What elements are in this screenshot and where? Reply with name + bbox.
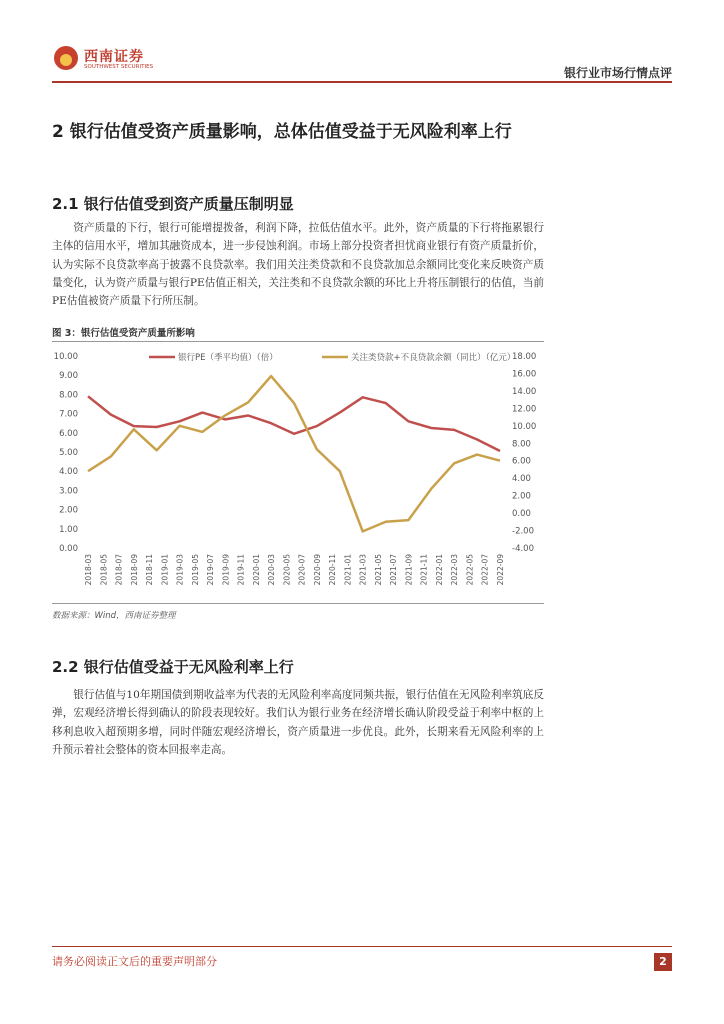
left-axis-tick-label: 8.00 [59,390,78,401]
right-axis-tick-label: -2.00 [512,526,534,537]
left-axis-tick-label: 1.00 [59,524,78,535]
right-axis-tick-label: 16.00 [512,369,537,380]
section-2-2-paragraph: 银行估值与10年期国债到期收益率为代表的无风险利率高度同频共振，银行估值在无风险利率筑底反弹，宏观经济增长得到确认的阶段表现较好。我们认为银行业务在经济增长确认阶段受益于利率中枢的上移利息收入超预期多增，同时伴随宏观经济增长，资产质量进一步优良。此外，长期来看无风险利率的上升预示着社会整体的资本回报率走高。 [52,689,544,756]
x-axis-tick-label: 2020-11 [328,554,338,586]
x-axis-tick-label: 2021-03 [358,554,368,586]
series-line-asset-quality [88,376,500,531]
x-axis-tick-label: 2018-11 [145,554,155,586]
legend-label-asset-quality: 关注类贷款+不良贷款余额（同比）（亿元） [351,353,516,363]
right-axis-tick-label: 0.00 [512,509,531,520]
logo-emblem-icon [54,46,78,70]
figure-source: 数据来源：Wind，西南证券整理 [52,611,176,621]
left-axis-tick-label: 7.00 [59,409,78,420]
left-axis-tick-label: 0.00 [59,544,78,554]
left-axis-tick-label: 3.00 [59,486,78,497]
x-axis-tick-label: 2018-09 [129,554,139,586]
x-axis-tick-label: 2018-07 [114,554,124,586]
x-axis-tick-label: 2022-07 [480,554,490,586]
x-axis-tick-label: 2018-05 [99,554,109,586]
left-axis-tick-label: 6.00 [59,428,78,439]
right-axis-tick-label: 8.00 [512,439,531,450]
header-divider [52,81,672,83]
footer-divider [52,946,672,947]
company-logo [54,44,164,74]
right-axis-tick-label: 18.00 [512,352,537,362]
section-2-title: 2 银行估值受资产质量影响，总体估值受益于无风险利率上行 [52,122,512,142]
right-axis-tick-label: 10.00 [512,421,537,432]
right-axis-tick-label: -4.00 [512,544,534,554]
footer-disclaimer-note: 请务必阅读正文后的重要声明部分 [52,955,217,968]
x-axis-tick-label: 2020-01 [251,554,261,586]
x-axis-tick-label: 2020-09 [312,554,322,586]
left-axis-tick-label: 2.00 [59,505,78,516]
x-axis-tick-label: 2019-11 [236,554,246,586]
x-axis-tick-label: 2019-09 [221,554,231,586]
x-axis-tick-label: 2022-09 [496,554,505,586]
figure-3-caption: 图 3：银行估值受资产质量所影响 [52,328,195,339]
x-axis-tick-label: 2018-03 [84,554,93,586]
chart-bank-pe-vs-asset-quality [52,346,544,602]
page-number: 2 [654,953,672,971]
legend-label-bank-pe: 银行PE（季平均值）（倍） [178,353,278,363]
right-axis-tick-label: 2.00 [512,491,531,502]
section-2-1-paragraph: 资产质量的下行，银行可能增提拨备，利润下降，拉低估值水平。此外，资产质量的下行将拖累银行主体的信用水平，增加其融资成本，进一步侵蚀利润。市场上部分投资者担忧商业银行有资产质量折价，认为实际不良贷款率高于披露不良贷款率。我们用关注类贷款和不良贷款加总余额同比变化来反映资产质量变化，认为资产质量与银行PE估值正相关，关注类和不良贷款余额的环比上升将压制银行的估值，当前PE估值被资产质量下行所压制。 [52,222,544,308]
logo-name: 西南证券 [84,49,144,65]
x-axis-tick-label: 2021-11 [419,554,429,586]
x-axis-tick-label: 2020-05 [282,554,292,586]
x-axis-tick-label: 2020-03 [267,554,277,586]
left-axis-tick-label: 5.00 [59,448,78,458]
x-axis-tick-label: 2020-07 [297,554,307,586]
x-axis-tick-label: 2021-05 [373,554,383,586]
x-axis-tick-label: 2021-07 [389,554,399,586]
x-axis-tick-label: 2022-01 [434,554,444,586]
right-axis-tick-label: 4.00 [512,474,531,485]
figure-top-rule [52,341,544,342]
left-axis-tick-label: 4.00 [59,467,78,478]
right-axis-tick-label: 6.00 [512,456,531,467]
right-axis-tick-label: 14.00 [512,386,537,397]
left-axis-tick-label: 10.00 [53,352,78,362]
left-axis-tick-label: 9.00 [59,371,78,382]
x-axis-tick-label: 2019-03 [175,554,185,586]
logo-english-name: SOUTHWEST SECURITIES [84,64,154,70]
x-axis-tick-label: 2019-07 [206,554,216,586]
section-2-2-title: 2.2 银行估值受益于无风险利率上行 [52,658,294,676]
section-2-1-title: 2.1 银行估值受到资产质量压制明显 [52,195,294,213]
x-axis-tick-label: 2019-05 [190,554,200,586]
x-axis-tick-label: 2022-03 [450,554,460,586]
x-axis-tick-label: 2019-01 [160,554,170,586]
report-header-title: 银行业市场行情点评 [563,66,672,80]
x-axis-tick-label: 2022-05 [465,554,475,586]
x-axis-tick-label: 2021-01 [343,554,353,586]
right-axis-tick-label: 12.00 [512,404,537,415]
x-axis-tick-label: 2021-09 [404,554,414,586]
figure-bottom-rule [52,603,544,604]
